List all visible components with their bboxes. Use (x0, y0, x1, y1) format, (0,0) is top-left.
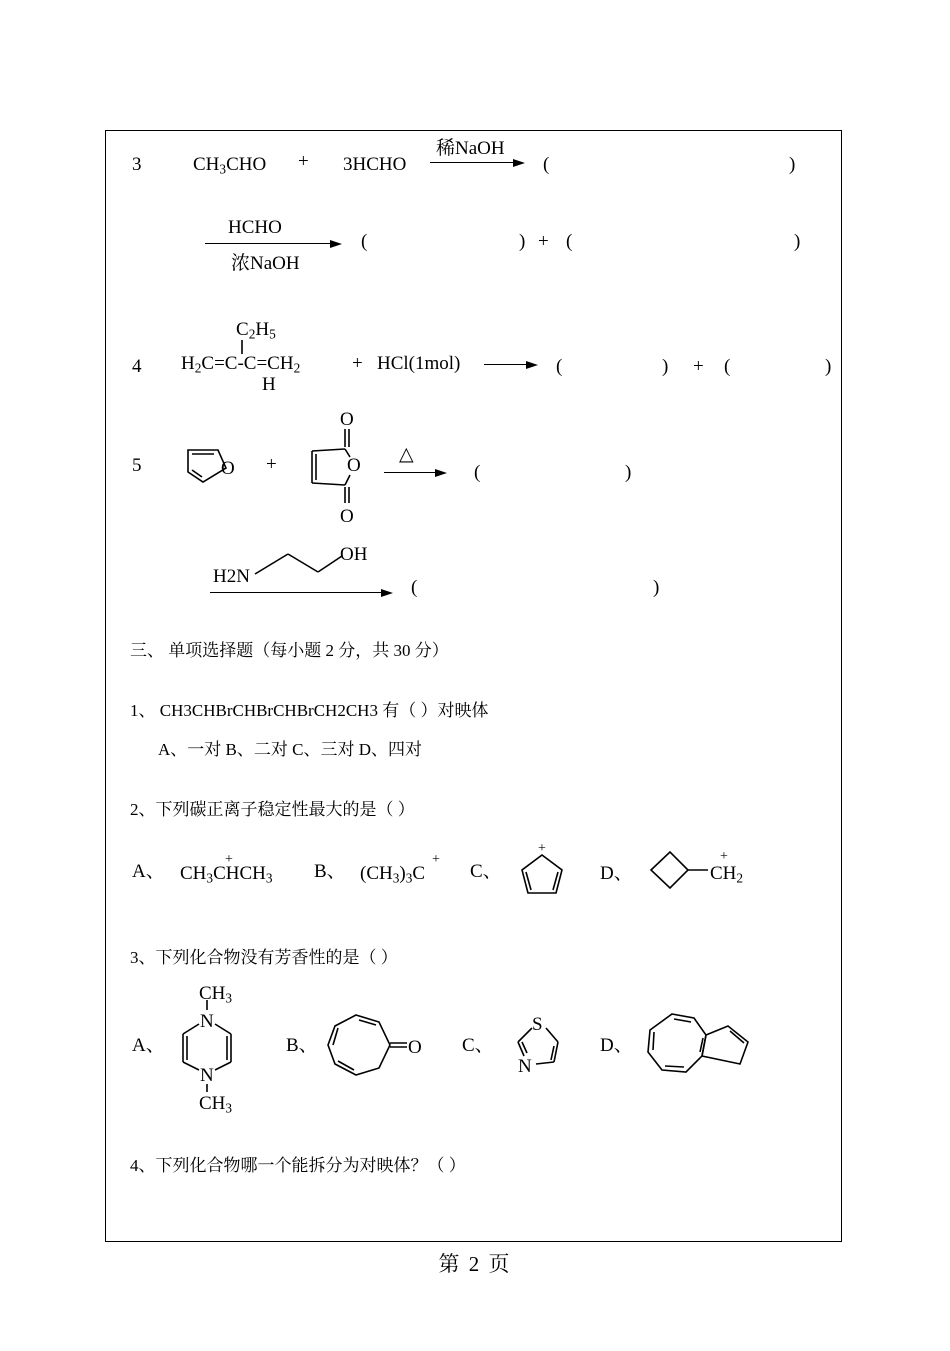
nitrogen-top: N (200, 1011, 214, 1032)
reaction-arrow (384, 472, 436, 473)
page-number: 第 2 页 (438, 1252, 512, 1276)
reaction-arrow (430, 162, 514, 163)
question-2-stem: 2、下列碳正离子稳定性最大的是（ ） (130, 800, 415, 819)
option-c-label: C、 (470, 861, 502, 882)
arrow-head (381, 589, 393, 597)
answer-paren-open: ( (361, 231, 368, 252)
answer-paren-open: ( (543, 154, 550, 175)
question-4-stem: 4、下列化合物哪一个能拆分为对映体？（ ） (130, 1156, 466, 1175)
ethyl-bond (240, 340, 244, 354)
reaction-number-5: 5 (132, 455, 142, 476)
option-d-label: D、 (600, 863, 633, 884)
option-a-label: A、 (132, 861, 165, 882)
option-a-label: A、 (132, 1035, 165, 1056)
answer-paren-open: ( (556, 356, 563, 377)
substituent-ethyl: $C_2H_5$ (236, 319, 276, 342)
carbonyl-oxygen-top: O (340, 409, 354, 430)
question-1-options: A、一对 B、二对 C、三对 D、四对 (158, 740, 422, 759)
option-d-label: D、 (600, 1035, 633, 1056)
thiazole-structure (510, 1008, 570, 1078)
hydroxyl-group: OH (340, 544, 368, 565)
condition-hcho: HCHO (228, 217, 282, 238)
arrow-head (435, 469, 447, 477)
plus-sign: + (693, 356, 704, 377)
option-c-label: C、 (462, 1035, 494, 1056)
cation-charge: + (432, 852, 440, 867)
arrow-head (513, 159, 525, 167)
answer-paren-close: ) (794, 231, 801, 252)
section-title: 三、 单项选择题（每小题 2 分，共 30 分） (130, 641, 449, 660)
answer-paren-close: ) (653, 577, 660, 598)
reaction-arrow (205, 243, 331, 244)
ring-oxygen: O (347, 455, 361, 476)
answer-paren-close: ) (519, 231, 526, 252)
plus-sign: + (298, 151, 309, 172)
answer-paren-close: ) (662, 356, 669, 377)
cation-charge: + (720, 849, 728, 864)
cyclopentadienyl-cation (512, 840, 572, 900)
methyl-bottom: $CH_3$ (199, 1093, 233, 1116)
methyl-top: $CH_3$ (199, 983, 233, 1006)
tropone-structure (325, 1012, 435, 1082)
option-b-carbocation: $(CH_3)_3C$ (360, 863, 426, 886)
reagent-hcl: HCl(1mol) (377, 353, 461, 374)
cation-charge: + (538, 841, 546, 856)
thiazole-nitrogen: N (518, 1056, 532, 1077)
plus-sign: + (538, 231, 549, 252)
chain-hydrogen: H (262, 374, 276, 395)
answer-paren-close: ) (825, 356, 832, 377)
carbonyl-oxygen: O (408, 1037, 422, 1058)
nitrogen-bottom: N (200, 1065, 214, 1086)
condition-conc-naoh: 浓NaOH (231, 253, 300, 274)
reaction-number-3: 3 (132, 154, 142, 175)
arrow-head (526, 361, 538, 369)
thiazole-sulfur: S (532, 1014, 543, 1035)
question-3-stem: 3、下列化合物没有芳香性的是（ ） (130, 948, 398, 967)
option-b-label: B、 (286, 1035, 318, 1056)
answer-paren-open: ( (411, 577, 418, 598)
option-d-ch2: $CH_2$ (710, 863, 744, 886)
cation-charge: + (225, 852, 233, 867)
plus-sign: + (352, 353, 363, 374)
carbonyl-oxygen-bottom: O (340, 506, 354, 527)
answer-paren-open: ( (566, 231, 573, 252)
answer-paren-close: ) (625, 462, 632, 483)
reaction-arrow (484, 364, 527, 365)
plus-sign: + (266, 454, 277, 475)
maleic-anhydride-structure (300, 405, 380, 525)
heat-condition: △ (399, 444, 414, 465)
answer-paren-close: ) (789, 154, 796, 175)
arrow-head (330, 240, 342, 248)
question-1-stem: 1、 CH3CHBrCHBrCHBrCH2CH3 有（ ）对映体 (130, 701, 489, 720)
furan-oxygen: O (221, 458, 235, 479)
reaction-condition: 稀NaOH (436, 138, 505, 159)
amine-group: H2N (213, 566, 250, 587)
answer-paren-open: ( (724, 356, 731, 377)
option-b-label: B、 (314, 861, 346, 882)
diene-chain: $H_2C=C-C=CH_2$ (181, 353, 301, 376)
reaction-arrow (210, 592, 382, 593)
dimethyl-dihydropyrazine (175, 1000, 245, 1090)
furan-structure (180, 440, 250, 490)
ethanolamine-structure (210, 540, 390, 590)
option-a-carbocation: $CH_3CHCH_3$ (180, 863, 273, 886)
reaction-number-4: 4 (132, 356, 142, 377)
azulene-structure (644, 1010, 754, 1080)
reactant-3hcho: 3HCHO (343, 154, 407, 175)
answer-paren-open: ( (474, 462, 481, 483)
reactant-ch3cho: $CH_3CHO$ (193, 154, 267, 177)
